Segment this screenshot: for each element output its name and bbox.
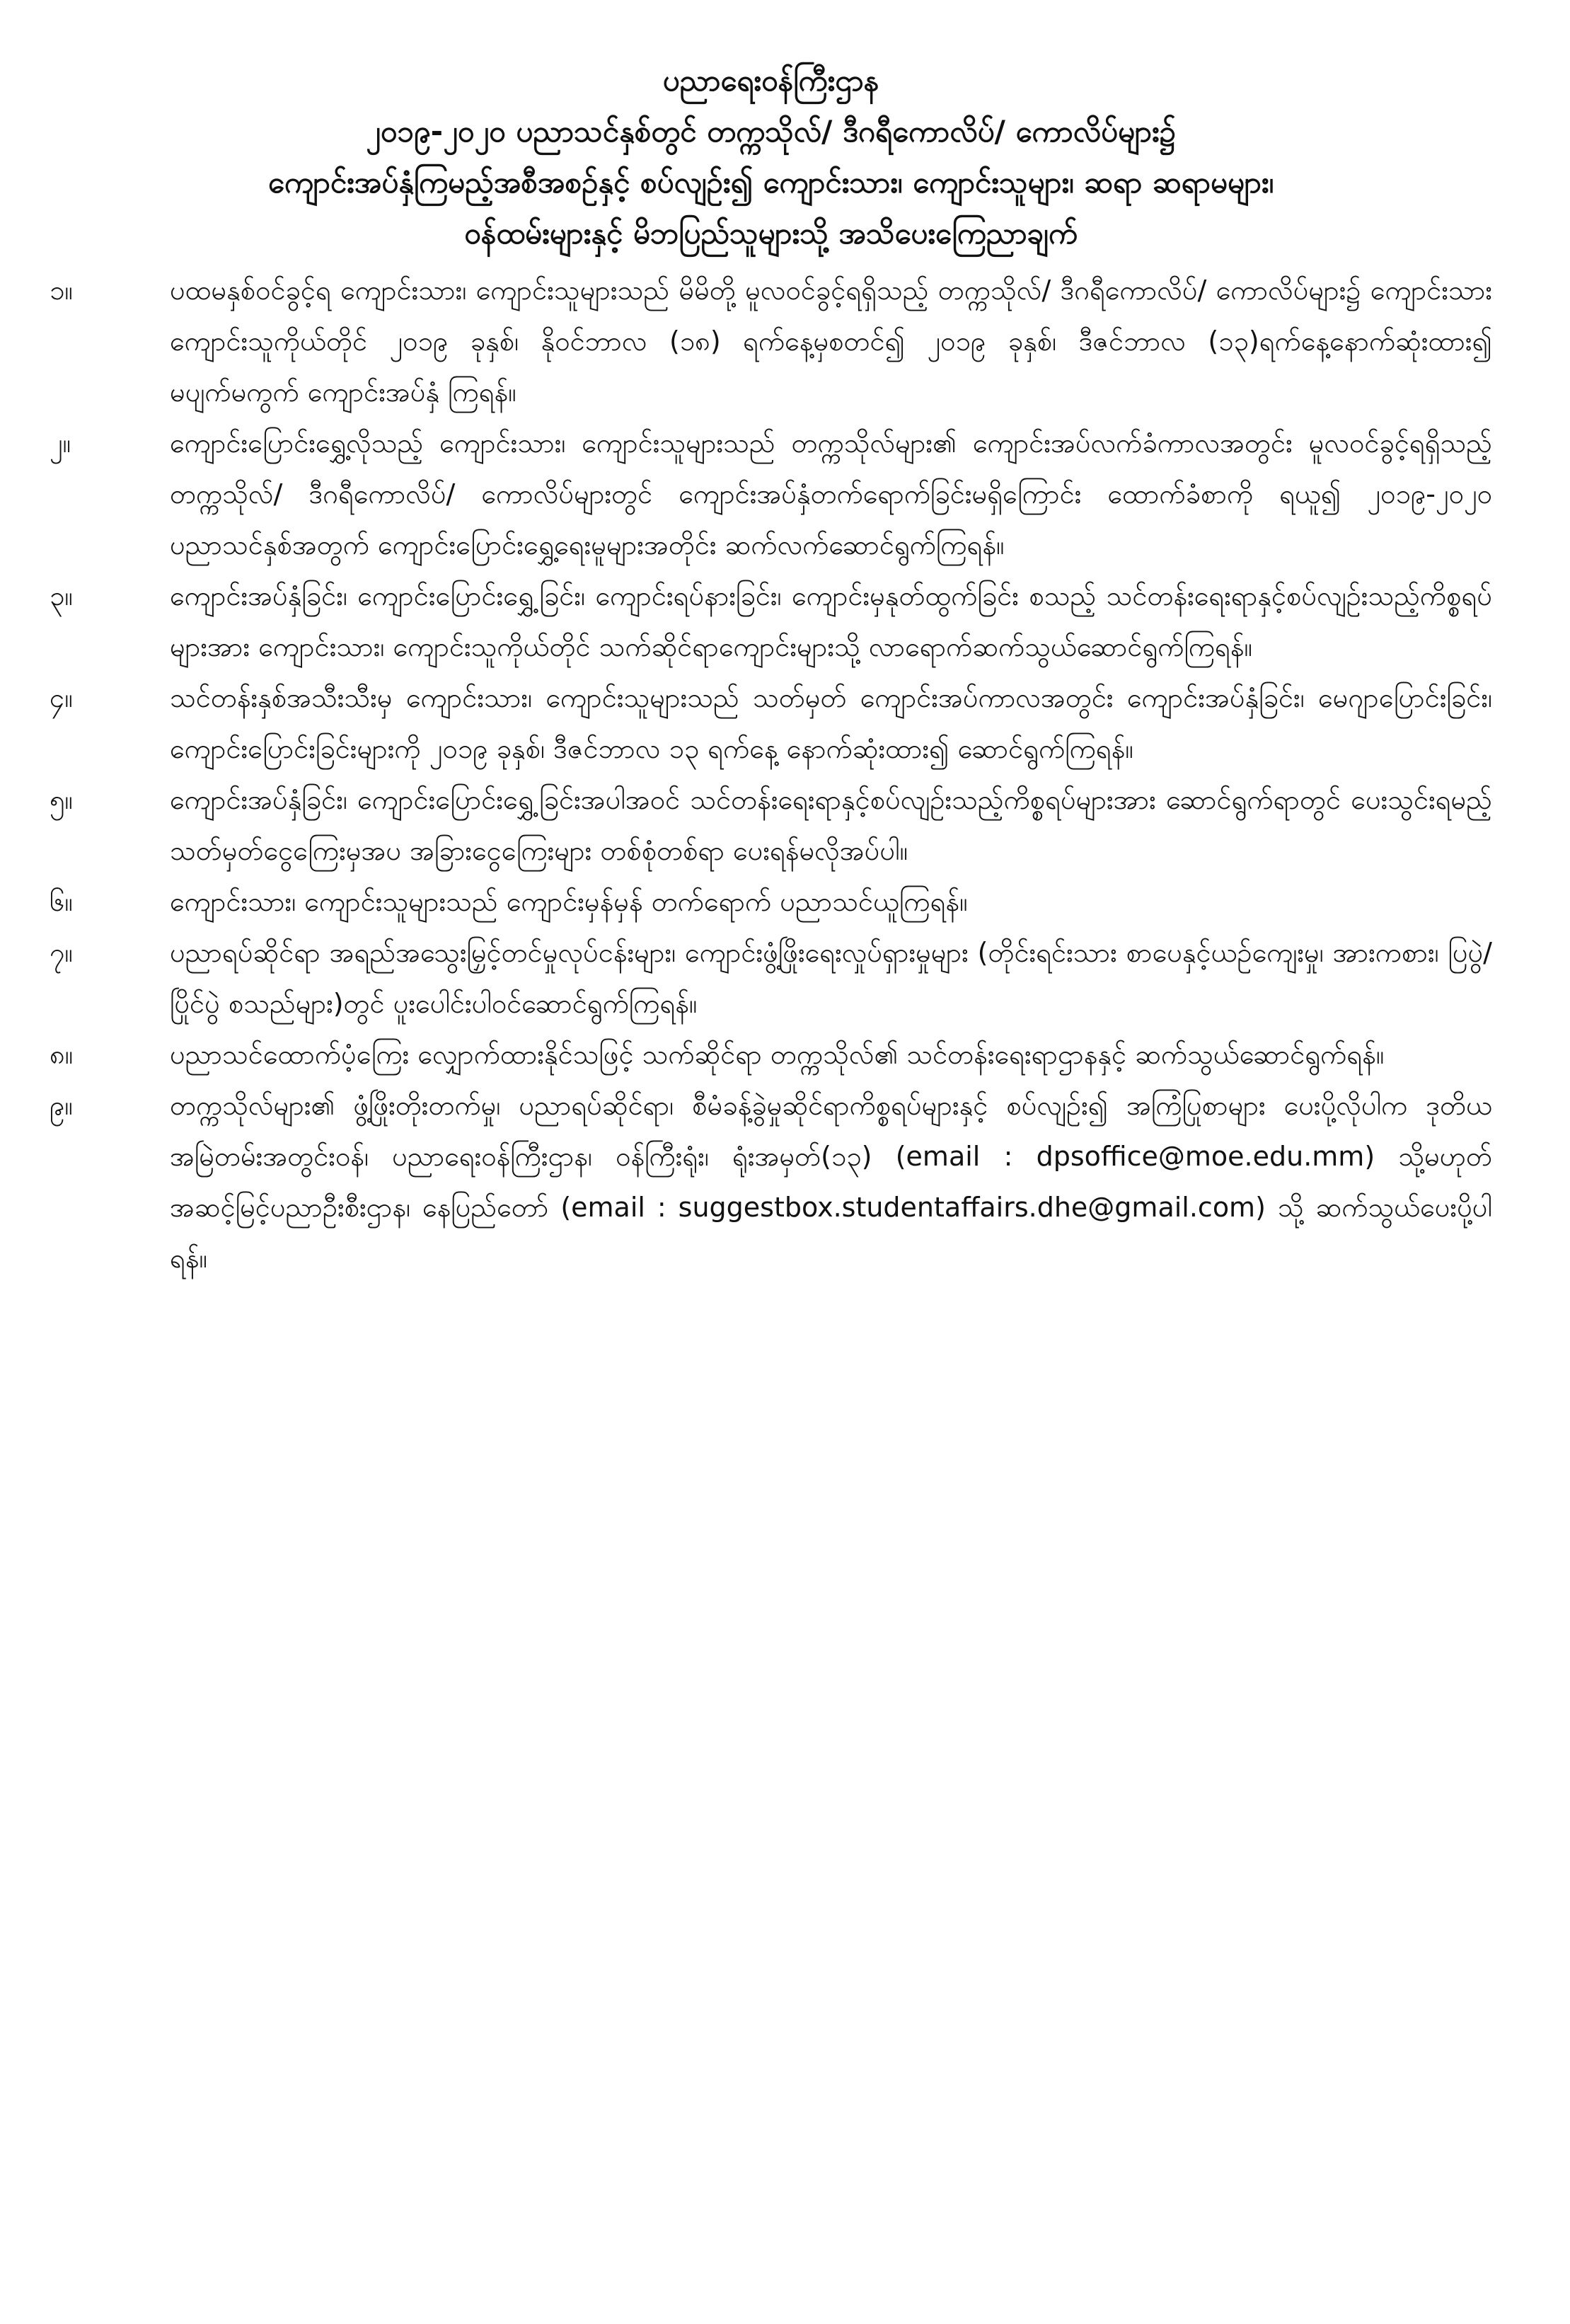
announcement-item [50,418,1492,570]
item-text: ကျောင်းအပ်နှံခြင်း၊ ကျောင်းပြောင်းရွှေ့ခြင်းအပါအဝင် သင်တန်းရေးရာနှင့်စပ်လျဉ်းသည့်ကိစ္စရပ်များအား ဆောင်ရွက်ရာတွင် ပေးသွင်းရမည့် သတ်မှတ်ငွေကြေးမှအပ အခြားငွေကြေးများ တစ်စုံတစ်ရာ ပေးရန်မလိုအပ်ပါ။ [170,784,1492,866]
item-text: ကျောင်းအပ်နှံခြင်း၊ ကျောင်းပြောင်းရွှေ့ခြင်း၊ ကျောင်းရပ်နားခြင်း၊ ကျောင်းမှနုတ်ထွက်ခြင်း စသည့် သင်တန်းရေးရာနှင့်စပ်လျဉ်းသည့်ကိစ္စရပ်များအား ကျောင်းသား၊ ကျောင်းသူကိုယ်တိုင် သက်ဆိုင်ရာကျောင်းများသို့ လာရောက်ဆက်သွယ်ဆောင်ရွက်ကြရန်။ [170,580,1492,662]
announcement-header [50,55,1492,259]
announcement-item [50,876,1492,927]
announcement-item [50,1029,1492,1080]
announcement-title-line-3: ဝန်ထမ်းများနှင့် မိဘပြည်သူများသို့ အသိပေးကြေညာချက် [464,216,1078,251]
item-number: ၃။ [50,580,73,611]
item-number: ၅။ [50,784,73,815]
announcement-item [50,1080,1492,1284]
item-number: ၇။ [50,937,73,968]
ministry-title: ပညာရေးဝန်ကြီးဌာန [662,63,879,98]
item-text: ကျောင်းသား၊ ကျောင်းသူများသည် ကျောင်းမှန်မှန် တက်ရောက် ပညာသင်ယူကြရန်။ [170,886,968,917]
announcement-item [50,265,1492,418]
item-text: ပညာရပ်ဆိုင်ရာ အရည်အသွေးမြှင့်တင်မှုလုပ်ငန်းများ၊ ကျောင်းဖွံ့ဖြိုးရေးလှုပ်ရှားမှုများ (တိုင်းရင်းသား စာပေနှင့်ယဉ်ကျေးမှု၊ အားကစား၊ ပြပွဲ/ပြိုင်ပွဲ စသည်များ)တွင် ပူးပေါင်းပါဝင်ဆောင်ရွက်ကြရန်။ [170,937,1492,1019]
item-number: ၉။ [50,1090,73,1121]
item-number: ၂။ [50,427,71,459]
announcement-item [50,570,1492,672]
item-number: ၄။ [50,682,73,713]
announcement-item [50,672,1492,774]
item-text: ပညာသင်ထောက်ပံ့ကြေး လျှောက်ထားနိုင်သဖြင့် သက်ဆိုင်ရာ တက္ကသိုလ်၏ သင်တန်းရေးရာဌာနနှင့် ဆက်သွယ်ဆောင်ရွက်ရန်။ [170,1039,1385,1070]
announcement-title-line-2: ကျောင်းအပ်နှံကြမည့်အစီအစဉ်နှင့် စပ်လျဉ်း၍ ကျောင်းသား၊ ကျောင်းသူများ၊ ဆရာ ဆရာမများ၊ [267,165,1274,200]
item-text: ပထမနှစ်ဝင်ခွင့်ရ ကျောင်းသား၊ ကျောင်းသူများသည် မိမိတို့ မူလဝင်ခွင့်ရရှိသည့် တက္ကသိုလ်/ ဒီဂရီကောလိပ်/ ကောလိပ်များ၌ ကျောင်းသား ကျောင်းသူကိုယ်တိုင် ၂၀၁၉ ခုနှစ်၊ နိုဝင်ဘာလ (၁၈) ရက်နေ့မှစတင်၍ ၂၀၁၉ ခုနှစ်၊ ဒီဇင်ဘာလ (၁၃)ရက်နေ့နောက်ဆုံးထား၍ မပျက်မကွက် ကျောင်းအပ်နှံ ကြရန်။ [170,275,1492,408]
announcement-title-line-1: ၂၀၁၉-၂၀၂၀ ပညာသင်နှစ်တွင် တက္ကသိုလ်/ ဒီဂရီကောလိပ်/ ကောလိပ်များ၌ [366,114,1176,149]
announcement-items [50,265,1492,1284]
item-number: ၈။ [50,1039,74,1070]
item-text: ကျောင်းပြောင်းရွှေ့လိုသည့် ကျောင်းသား၊ ကျောင်းသူများသည် တက္ကသိုလ်များ၏ ကျောင်းအပ်လက်ခံကာလအတွင်း မူလဝင်ခွင့်ရရှိသည့် တက္ကသိုလ်/ ဒီဂရီကောလိပ်/ ကောလိပ်များတွင် ကျောင်းအပ်နှံတက်ရောက်ခြင်းမရှိကြောင်း ထောက်ခံစာကို ရယူ၍ ၂၀၁၉-၂၀၂၀ ပညာသင်နှစ်အတွက် ကျောင်းပြောင်းရွှေ့ရေးမူများအတိုင်း ဆက်လက်ဆောင်ရွက်ကြရန်။ [170,427,1492,560]
item-text: တက္ကသိုလ်များ၏ ဖွံ့ဖြိုးတိုးတက်မှု၊ ပညာရပ်ဆိုင်ရာ၊ စီမံခန့်ခွဲမှုဆိုင်ရာကိစ္စရပ်များနှင့် စပ်လျဉ်း၍ အကြံပြုစာများ ပေးပို့လိုပါက ဒုတိယအမြဲတမ်းအတွင်းဝန်၊ ပညာရေးဝန်ကြီးဌာန၊ ဝန်ကြီးရုံး၊ ရုံးအမှတ်(၁၃) (email : dpsoffice@moe.edu.mm) သို့မဟုတ် အဆင့်မြင့်ပညာဦးစီးဌာန၊ နေပြည်တော် (email : suggestbox.studentaffairs.dhe@gmail.com) သို့ ဆက်သွယ်ပေးပို့ပါရန်။ [170,1090,1492,1274]
item-text: သင်တန်းနှစ်အသီးသီးမှ ကျောင်းသား၊ ကျောင်းသူများသည် သတ်မှတ် ကျောင်းအပ်ကာလအတွင်း ကျောင်းအပ်နှံခြင်း၊ မေဂျာပြောင်းခြင်း၊ ကျောင်းပြောင်းခြင်းများကို ၂၀၁၉ ခုနှစ်၊ ဒီဇင်ဘာလ ၁၃ ရက်နေ့ နောက်ဆုံးထား၍ ဆောင်ရွက်ကြရန်။ [170,682,1492,764]
announcement-item [50,774,1492,876]
item-number: ၆။ [50,886,73,917]
item-number: ၁။ [50,275,73,306]
announcement-item [50,927,1492,1029]
